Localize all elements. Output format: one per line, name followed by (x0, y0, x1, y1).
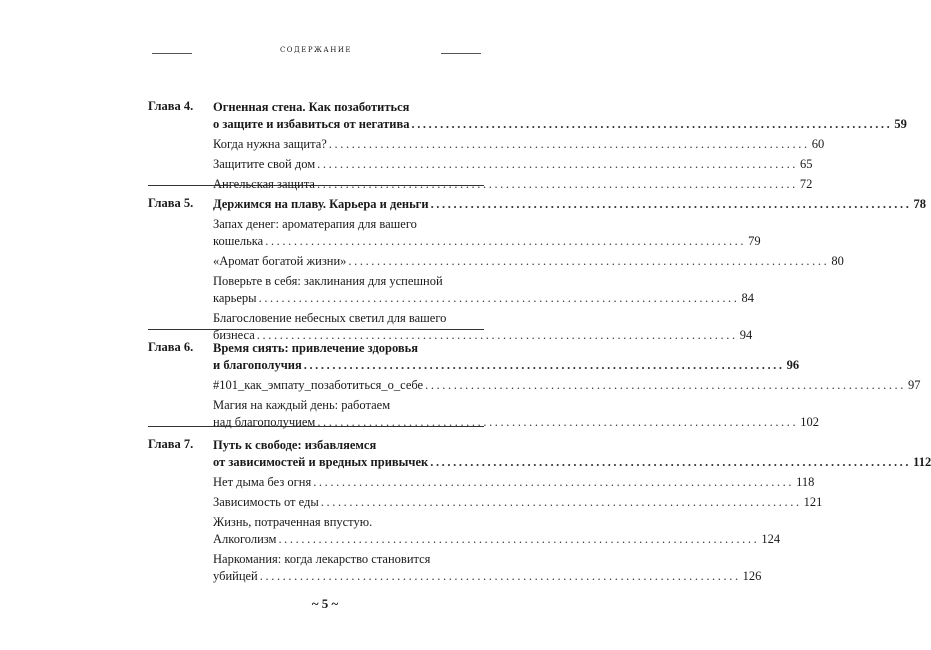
entry-title-text: Магия на каждый день: работаем (213, 398, 391, 412)
entry-page-number: 94 (739, 328, 753, 342)
chapter-label: Глава 4. (148, 99, 194, 113)
entry-title-text: Ангельская защита (213, 177, 315, 191)
header-rule-right (441, 53, 481, 54)
dot-leader: .................................................................................... (265, 234, 747, 248)
dot-leader: .................................................................................... (348, 254, 830, 268)
entry-title-text: карьеры (213, 291, 257, 305)
entry-title-text: о защите и избавиться от негатива (213, 117, 410, 131)
entry-title-text: кошелька (213, 234, 264, 248)
entry-title-text: убийцей (213, 569, 258, 583)
entry-page-number: 121 (803, 495, 823, 509)
entry-title-text: Зависимость от еды (213, 495, 319, 509)
entry-title-text: Когда нужна защита? (213, 137, 327, 151)
entry-title-text: Нет дыма без огня (213, 475, 312, 489)
toc-entry[interactable] (213, 377, 921, 394)
dot-leader: .................................................................................... (317, 157, 799, 171)
entry-page-number: 60 (811, 137, 825, 151)
dot-leader: .................................................................................... (411, 117, 893, 131)
dot-leader: .................................................................................... (317, 415, 799, 429)
dot-leader: .................................................................................... (425, 378, 907, 392)
chapter-title-entry[interactable] (213, 340, 800, 374)
entry-page-number: 124 (761, 532, 781, 546)
page-number: ~ 5 ~ (311, 596, 339, 611)
entry-title-text: Огненная стена. Как позаботиться (213, 100, 410, 114)
dot-leader: .................................................................................... (278, 532, 760, 546)
toc-entry[interactable] (213, 514, 781, 548)
dot-leader: .................................................................................... (430, 455, 912, 469)
page-header-title: содержание (279, 44, 353, 55)
chapter-title-entry[interactable] (213, 196, 926, 213)
chapter-title-entry[interactable] (213, 99, 907, 133)
header-rule-left (152, 53, 192, 54)
chapter-entries (213, 196, 926, 344)
entry-title-text: Благословение небесных светил для вашего (213, 311, 447, 325)
toc-entry[interactable] (213, 397, 819, 431)
entry-page-number: 79 (748, 234, 761, 248)
entry-title-text: Держимся на плаву. Карьера и деньги (213, 197, 429, 211)
toc-entry[interactable] (213, 551, 762, 585)
dot-leader: .................................................................................... (303, 358, 785, 372)
entry-title-text: Наркомания: когда лекарство становится (213, 552, 431, 566)
entry-page-number: 80 (831, 254, 844, 268)
entry-page-number: 78 (913, 197, 926, 211)
entry-title-text: #101_как_эмпату_позаботиться_о_себе (213, 378, 424, 392)
entry-page-number: 112 (913, 455, 931, 469)
entry-title-text: бизнеса (213, 328, 255, 342)
entry-page-number: 126 (742, 569, 762, 583)
chapter-label: Глава 7. (148, 437, 194, 451)
toc-entry[interactable] (213, 253, 844, 270)
entry-title-text: Запах денег: ароматерапия для вашего (213, 217, 417, 231)
dot-leader: .................................................................................... (320, 495, 802, 509)
toc-entry[interactable] (213, 310, 753, 344)
dot-leader: .................................................................................... (258, 291, 740, 305)
chapter-label: Глава 5. (148, 196, 194, 210)
chapter-entries (213, 340, 921, 431)
dot-leader: .................................................................................... (313, 475, 795, 489)
entry-page-number: 72 (799, 177, 813, 191)
entry-title-text: над благополучием (213, 415, 316, 429)
entry-page-number: 65 (800, 157, 813, 171)
toc-entry[interactable] (213, 216, 761, 250)
chapter-entries (213, 437, 931, 585)
entry-title-text: Путь к свободе: избавляемся (213, 438, 377, 452)
dot-leader: .................................................................................... (316, 177, 798, 191)
entry-page-number: 84 (741, 291, 754, 305)
dot-leader: .................................................................................... (259, 569, 741, 583)
toc-entry[interactable] (213, 273, 754, 307)
entry-page-number: 59 (894, 117, 907, 131)
entry-title-text: Жизнь, потраченная впустую. (213, 515, 373, 529)
dot-leader: .................................................................................... (328, 137, 810, 151)
entry-title-text: Поверьте в себя: заклинания для успешной (213, 274, 443, 288)
dot-leader: .................................................................................... (430, 197, 912, 211)
entry-title-text: Время сиять: привлечение здоровья (213, 341, 419, 355)
entry-page-number: 96 (786, 358, 800, 372)
entry-title-text: «Аромат богатой жизни» (213, 254, 347, 268)
chapter-entries (213, 99, 907, 193)
entry-page-number: 118 (796, 475, 815, 489)
chapter-label: Глава 6. (148, 340, 194, 354)
toc-entry[interactable] (213, 494, 823, 511)
toc-entry[interactable] (213, 176, 813, 193)
entry-page-number: 102 (800, 415, 819, 429)
entry-title-text: от зависимостей и вредных привычек (213, 455, 429, 469)
toc-entry[interactable] (213, 474, 815, 491)
entry-title-text: Алкоголизм (213, 532, 277, 546)
toc-entry[interactable] (213, 156, 813, 173)
dot-leader: .................................................................................... (256, 328, 738, 342)
entry-title-text: и благополучия (213, 358, 302, 372)
entry-title-text: Защитите свой дом (213, 157, 316, 171)
chapter-title-entry[interactable] (213, 437, 931, 471)
entry-page-number: 97 (908, 378, 921, 392)
toc-entry[interactable] (213, 136, 825, 153)
